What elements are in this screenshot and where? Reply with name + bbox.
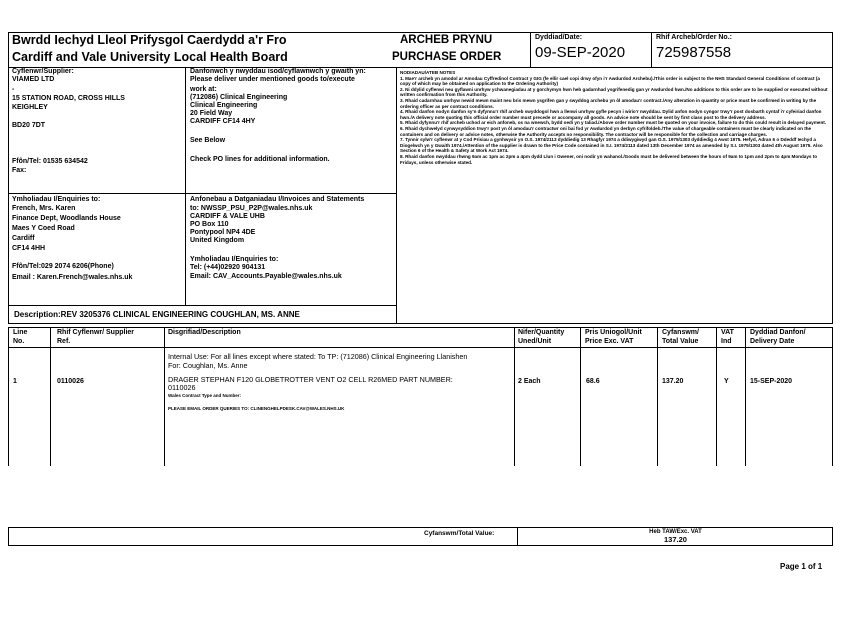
header-vat: VAT	[721, 329, 734, 336]
supplier-phone: Ffôn/Tel: 01535 634542	[12, 158, 88, 165]
header-description: Disgrifiad/Description	[168, 329, 241, 336]
enquiries-email[interactable]: Email : Karen.French@wales.nhs.uk	[12, 274, 133, 281]
terms-notes	[400, 70, 828, 165]
invoices-phone: Tel: (+44)02920 904131	[190, 264, 266, 271]
header-unit-price: Pris Uniogol/Unit	[585, 329, 642, 336]
header-quantity: Uned/Unit	[518, 338, 552, 345]
note-item: 1. Mae'r archeb yn amodol ar Amodau Cyffredinol Contract y GIG (fe ellir cael copi drwy ofyn i'r Awdurdod Archebu)./This order is subject to the NHS Standard General Conditions of contract (a copy of which may be obtained on application to the Ordering Authority)	[400, 75, 820, 87]
enquiries-line: CF14 4HH	[12, 245, 46, 252]
header-line: No.	[13, 338, 25, 345]
date-label: Dyddiad/Date:	[535, 34, 583, 41]
see-below: See Below	[190, 137, 226, 144]
column-divider	[657, 327, 658, 466]
supplier-fax: Fax:	[12, 167, 27, 174]
supplier-line: -	[12, 86, 15, 93]
enquiries-line: Finance Dept, Woodlands House	[12, 215, 121, 222]
header-delivery-date: Dyddiad Danfon/	[750, 329, 806, 336]
invoices-line: United Kingdom	[190, 237, 245, 244]
cell-line-no: 1	[13, 378, 17, 385]
title-welsh: Bwrdd Iechyd Lleol Prifysgol Caerdydd a'r Fro	[12, 33, 287, 47]
invoices-label: Anfonebau a Datganiadau I/Invoices and Statements	[190, 196, 365, 203]
header-total: Cyfanswm/	[662, 329, 699, 336]
header-unit-price: Price Exc. VAT	[585, 338, 634, 345]
header-delivery-date: Delivery Date	[750, 338, 795, 345]
page-number: Page 1 of 1	[780, 562, 823, 571]
divider	[396, 67, 397, 324]
note-item: 8. Rhaid danfon nwyddau rhwng 9am ac 1pm ac 2pm a 4pm dydd Llun i Gwener, oni nodir yn wahanol./Goods must be delivered between the hours of 9am to 1pm and 2pm to 4pm Mondays to Fridays, unless otherwise stated.	[400, 153, 818, 165]
cell-quantity: 2 Each	[518, 378, 541, 385]
total-value-label: Cyfanswm/Total Value:	[424, 530, 495, 537]
cell-for: For: Coughlan, Ms. Anne	[168, 361, 248, 370]
total-value: 137.20	[664, 535, 687, 544]
delivery-line: Clinical Engineering	[190, 102, 258, 109]
cell-delivery-date: 15-SEP-2020	[750, 378, 793, 385]
doc-type-english: PURCHASE ORDER	[392, 51, 502, 63]
header-line: Line	[13, 329, 28, 336]
note-item: 3. Rhaid cadarnhau unrhyw newid mewn maint neu bris mewn ysgrifen gan y swyddog archebu yn ôl amodau'r contract./Any alteration in quantity or price must be confirmed in writing by the ordering officer as per contract conditions.	[400, 97, 817, 109]
column-divider	[716, 327, 717, 466]
invoices-email[interactable]: to: NWSSP_PSU_P2P@wales.nhs.uk	[190, 205, 313, 212]
header-supplier-ref: Ref.	[57, 338, 71, 345]
delivery-label-work: work at:	[190, 86, 217, 93]
cell-email-note: PLEASE EMAIL ORDER QUERIES TO: CLINENGHELPDESK.CAV@WALES.NHS.UK	[168, 406, 345, 411]
delivery-label-welsh: Danfonwch y nwyddau isod/cyflawnwch y gwaith yn:	[190, 68, 366, 75]
divider	[651, 32, 652, 68]
order-no-label: Rhif Archeb/Order No.:	[656, 34, 732, 41]
column-divider	[164, 327, 165, 466]
note-item: 7. Tynnir sylw'r cyflenwr at y Cod Prisiau a gynhwysir yn O.S. 1974/2113 dyddiedig 13 Rhagfyr 1974 a ddiwygiwyd gan O.S. 1975/1303 dyddiedig 4 Awst 1975. Hefyd, Adran 6 o Ddeddf Iechyd a Diogelwch yn y Gwaith 1974./Attention of the supplier is drawn to the Price Code contained in S.I. 1974/2113 dated 13th December 1974 as amended by S.I. 1975/1303 dated 4th August 1975. Also Section 6 of the Health & Safety at Work Act 1974.	[400, 137, 823, 154]
doc-type-welsh: ARCHEB PRYNU	[400, 34, 493, 46]
header-total: Total Value	[662, 338, 699, 345]
header-supplier-ref: Rhif Cyflenwr/ Supplier	[57, 329, 135, 336]
note-item: 5. Rhaid dyfynnu'r rhif archeb uchod ar eich anfoneb, os na wnewch, bydd oedi yn y taliad./Above order number must be quoted on your invoice, failure to do this could result in delayed payment.	[400, 120, 827, 126]
supplier-town: KEIGHLEY	[12, 104, 48, 111]
order-date: 09-SEP-2020	[535, 44, 626, 61]
title-english: Cardiff and Vale University Local Health Board	[12, 50, 288, 64]
divider	[530, 32, 531, 68]
cell-unit-price: 68.6	[586, 378, 600, 385]
column-divider	[745, 327, 746, 466]
cell-contract: Wales Contract Type and Number:	[168, 393, 242, 398]
check-po-lines: Check PO lines for additional information.	[190, 156, 330, 163]
enquiries-line: Cardiff	[12, 235, 35, 242]
cell-part-number: 0110026	[168, 383, 196, 392]
cell-total: 137.20	[662, 378, 684, 385]
column-divider	[580, 327, 581, 466]
header-quantity: Nifer/Quantity	[518, 329, 565, 336]
column-divider	[50, 327, 51, 466]
divider	[8, 193, 396, 194]
cell-vat: Y	[724, 378, 729, 385]
exc-vat-label: Heb TAW/Exc. VAT	[649, 529, 702, 535]
cell-item-description: DRAGER STEPHAN F120 GLOBETROTTER VENT O2 CELL R26MED PART NUMBER:	[168, 375, 453, 384]
order-number: 725987558	[656, 44, 732, 61]
column-divider	[514, 327, 515, 466]
delivery-line: CARDIFF CF14 4HY	[190, 118, 256, 125]
divider	[8, 67, 833, 68]
delivery-label-english: Please deliver under mentioned goods to/execute	[190, 76, 355, 83]
supplier-postcode: BD20 7DT	[12, 122, 46, 129]
enquiries-line: French, Mrs. Karen	[12, 205, 76, 212]
supplier-label: Cyflenwr/Supplier:	[12, 68, 74, 75]
invoices-line: Pontypool NP4 4DE	[190, 229, 256, 236]
cell-internal-use: Internal Use: For all lines except where stated: To TP: (712086) Clinical Engineering Llanishen	[168, 352, 468, 361]
invoices-line: CARDIFF & VALE UHB	[190, 213, 265, 220]
enquiries-phone: Ffôn/Tel:029 2074 6206(Phone)	[12, 263, 114, 270]
delivery-line: (712086) Clinical Engineering	[190, 94, 288, 101]
note-item: 4. Rhaid danfon nodyn danfon sy'n dyfynnu'r rhif archeb swyddogol hwn a llenwi unrhyw gyfle pecyn i wirio'r nwyddau. Dylid anfon nodyn cyngor trwy'r post dosbarth cyntaf i'r cyfeiriad danfon hwn./A delivery note quoting this official order number must precede or accompany all goods. An advice note should be sent by first class post to the delivery address.	[400, 109, 822, 120]
note-item: 6. Rhaid dychwelyd cynwysyddion trwy'r post yn ôl amodau'r contractwr oni bai fod yr Awdurdod yn derbyn cyfrifoldeb./The value of chargeable containers must be clearly indicated on the containers and on delivery or advice notes, otherwise the Authority accepts no responsibility. The contractor will be responsible for the collection and carriage charges.	[400, 125, 812, 137]
invoices-contact-email[interactable]: Email: CAV_Accounts.Payable@wales.nhs.uk	[190, 273, 342, 280]
enquiries-line: Maes Y Coed Road	[12, 225, 75, 232]
supplier-address: 15 STATION ROAD, CROSS HILLS	[12, 95, 125, 102]
order-description: Description:REV 3205376 CLINICAL ENGINEERING COUGHLAN, MS. ANNE	[14, 310, 300, 319]
supplier-name: VIAMED LTD	[12, 76, 55, 83]
cell-supplier-ref: 0110026	[57, 378, 84, 385]
notes-title: NODIADAU/ATEB NOTES	[400, 70, 456, 75]
invoices-enquiries-label: Ymholiadau I/Enquiries to:	[190, 256, 279, 263]
delivery-line: 20 Field Way	[190, 110, 233, 117]
divider	[8, 347, 833, 348]
note-item: 2. Ni ddylid cyflenwi neu gyflawni unrhyw ychwanegiadau at y gorchymyn hwn heb gadarnhad ysgrifenedig gan yr Awdurdod hwn./No additions to this order are to be supplied or executed without written confirmation from this Authority.	[400, 86, 828, 98]
invoices-line: PO Box 110	[190, 221, 229, 228]
header-vat: Ind	[721, 338, 732, 345]
divider	[185, 67, 186, 305]
divider	[8, 305, 396, 306]
enquiries-label: Ymholiadau I/Enquiries to:	[12, 196, 101, 203]
